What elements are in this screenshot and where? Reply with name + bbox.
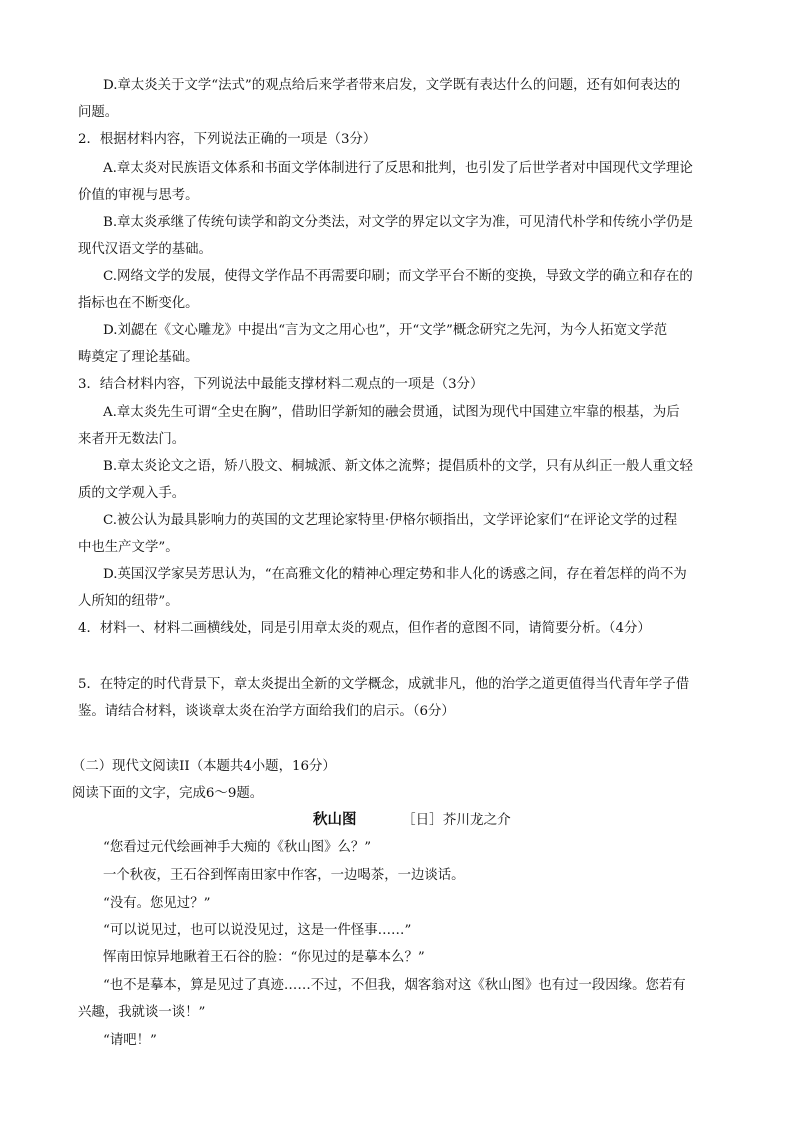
q3-option-d-line2: 人所知的纽带”。 <box>78 594 179 609</box>
q3-option-b-line2: 质的文学观入手。 <box>78 486 186 501</box>
q1-option-d-line2: 问题。 <box>78 105 119 120</box>
q2-option-d-line1: D.刘勰在《文心雕龙》中提出“言为文之用心也”，开“文学”概念研究之先河，为今人拓宽文学范 <box>103 323 668 338</box>
question-4-stem: 4．材料一、材料二画横线处，同是引用章太炎的观点，但作者的意图不同，请简要分析。（4分） <box>78 621 651 636</box>
question-5-stem-line1: 5．在特定的时代背景下，章太炎提出全新的文学概念，成就非凡，他的治学之道更值得当代青年学子借 <box>78 677 690 692</box>
passage-paragraph-5: 恽南田惊异地瞅着王石谷的脸：“你见过的是摹本么？” <box>103 950 425 965</box>
section-2-heading: （二）现代文阅读II（本题共4小题，16分） <box>72 759 336 774</box>
passage-title: 秋山图 <box>313 811 357 828</box>
q3-option-d-line1: D.英国汉学家吴芳思认为，“在高雅文化的精神心理定势和非人化的诱惑之间，存在着怎样的尚不为 <box>103 567 687 582</box>
q3-option-b-line1: B.章太炎论文之语，矫八股文、桐城派、新文体之流弊；提倡质朴的文学，只有从纠正一般人重文轻 <box>103 459 693 474</box>
question-3-stem: 3．结合材料内容，下列说法中最能支撑材料二观点的一项是（3分） <box>78 377 484 392</box>
section-2-instruction: 阅读下面的文字，完成6～9题。 <box>72 786 264 801</box>
passage-paragraph-6-line2: 兴趣，我就谈一谈！” <box>78 1005 206 1020</box>
q2-option-a-line1: A.章太炎对民族语文体系和书面文学体制进行了反思和批判，也引发了后世学者对中国现代文学理论 <box>103 161 693 176</box>
passage-paragraph-2: 一个秋夜，王石谷到恽南田家中作客，一边喝茶，一边谈话。 <box>103 868 465 883</box>
question-2-stem: 2．根据材料内容，下列说法正确的一项是（3分） <box>78 132 377 147</box>
q2-option-d-line2: 畴奠定了理论基础。 <box>78 350 199 365</box>
passage-paragraph-4: “可以说见过，也可以说没见过，这是一件怪事……” <box>103 923 412 938</box>
q3-option-a-line1: A.章太炎先生可谓“全史在胸”，借助旧学新知的融会贯通，试图为现代中国建立牢靠的根基，为后 <box>103 405 680 420</box>
question-5-stem-line2: 鉴。请结合材料，谈谈章太炎在治学方面给我们的启示。（6分） <box>78 704 455 719</box>
q2-option-c-line2: 指标也在不断变化。 <box>78 296 199 311</box>
q2-option-b-line1: B.章太炎承继了传统句读学和韵文分类法，对文学的界定以文字为准，可见清代朴学和传统小学仍是 <box>103 215 693 230</box>
passage-paragraph-1: “您看过元代绘画神手大痴的《秋山图》么？” <box>103 840 372 855</box>
q2-option-a-line2: 价值的审视与思考。 <box>78 188 199 203</box>
q3-option-a-line2: 来者开无数法门。 <box>78 432 186 447</box>
q2-option-c-line1: C.网络文学的发展，使得文学作品不再需要印刷；而文学平台不断的变换，导致文学的确立和存在的 <box>103 269 693 284</box>
passage-paragraph-3: “没有。您见过？” <box>103 896 211 911</box>
q1-option-d-line1: D.章太炎关于文学“法式”的观点给后来学者带来启发，文学既有表达什么的问题，还有如何表达的 <box>103 78 681 93</box>
q3-option-c-line2: 中也生产文学”。 <box>78 540 179 555</box>
q2-option-b-line2: 现代汉语文学的基础。 <box>78 242 212 257</box>
passage-paragraph-6-line1: “也不是摹本，算是见过了真迹……不过，不但我，烟客翁对这《秋山图》也有过一段因缘。您若有 <box>103 978 686 993</box>
passage-author: ［日］芥川龙之介 <box>402 812 511 828</box>
passage-paragraph-7: “请吧！” <box>103 1033 157 1048</box>
q3-option-c-line1: C.被公认为最具影响力的英国的文艺理论家特里·伊格尔顿指出，文学评论家们“在评论文学的过程 <box>103 513 678 528</box>
